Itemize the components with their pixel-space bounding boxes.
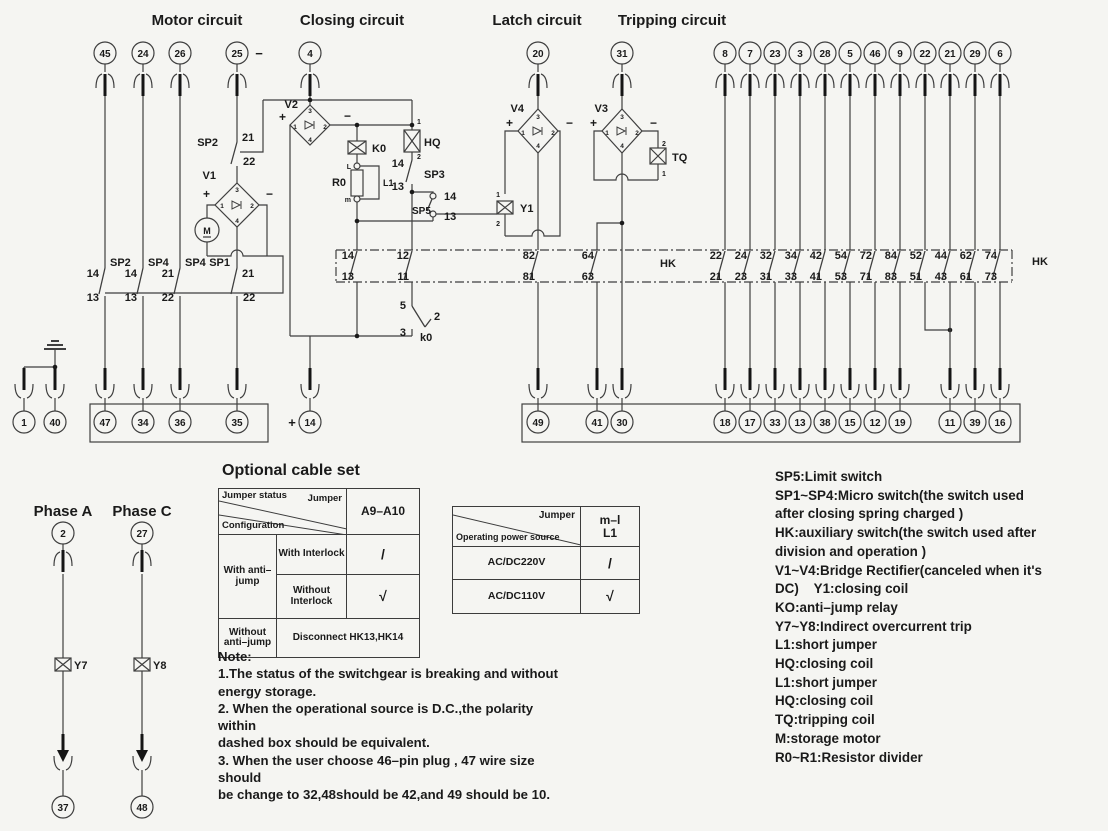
coil-tq: [650, 148, 666, 164]
hk-contact-number: 14: [341, 250, 354, 262]
phase-diagram: [0, 470, 215, 831]
terminal-m: [354, 196, 360, 202]
terminal-number-25: 25: [231, 49, 243, 60]
hk-contact-number: 41: [809, 271, 822, 283]
terminal-number-12: 12: [869, 418, 881, 429]
terminal-number-49: 49: [532, 418, 544, 429]
terminal-number-11: 11: [944, 418, 956, 429]
terminal-number-7: 7: [747, 49, 753, 60]
hk-contact-number: 71: [859, 271, 872, 283]
legend-line: R0~R1:Resistor divider: [775, 749, 923, 765]
circuit-title: Motor circuit: [151, 12, 243, 29]
phase-label: Phase C: [112, 503, 172, 520]
label: M: [203, 226, 211, 236]
label: V3: [594, 103, 608, 115]
legend-line: V1~V4:Bridge Rectifier(canceled when it's: [775, 562, 1042, 578]
connector-pin-icon: [849, 368, 852, 390]
terminal-number-34: 34: [137, 418, 149, 429]
notes-block: [218, 648, 563, 804]
junction-dots: [53, 98, 953, 370]
value-disconnect: Disconnect HK13,HK14: [292, 631, 404, 643]
connector-pin-icon: [974, 368, 977, 390]
legend-line: SP1~SP4:Micro switch(the switch used: [775, 487, 1024, 503]
hk-contact-number: 33: [784, 271, 797, 283]
label: +: [202, 187, 210, 201]
hk-contact-number: 44: [934, 250, 947, 262]
power-diagonal-header: [453, 507, 581, 547]
label: 13: [86, 292, 99, 304]
circuit-title: Closing circuit: [299, 12, 405, 29]
label: SP4: [185, 257, 206, 269]
terminal-number-36: 36: [174, 418, 186, 429]
label: 4: [235, 218, 239, 225]
hk-contact-number: 34: [784, 250, 797, 262]
value-ac-dc-110: √: [606, 588, 614, 605]
label: HQ: [424, 137, 441, 149]
label: 22: [161, 292, 174, 304]
legend-line: HQ:closing coil: [775, 656, 874, 672]
label: 21: [161, 268, 174, 280]
connector-pin-icon: [949, 74, 952, 96]
label: 14: [444, 191, 457, 203]
value-with-interlock: /: [347, 535, 419, 575]
connector-pin-icon: [142, 74, 145, 96]
cable-set-diagonal-header: [219, 489, 347, 535]
connector-pin-icon: [62, 550, 65, 572]
hk-contact-number: 83: [884, 271, 897, 283]
terminal-number-22: 22: [919, 49, 931, 60]
terminal-number-9: 9: [897, 49, 903, 60]
terminal-number-35: 35: [231, 418, 243, 429]
label: V4: [510, 103, 524, 115]
hk-contact-number: 13: [341, 271, 354, 283]
header-jumper2: Jumper: [538, 510, 575, 521]
terminal-number-40: 40: [49, 418, 61, 429]
connector-pin-icon: [899, 74, 902, 96]
hk-contact-number: 11: [397, 271, 409, 283]
label: HK: [660, 258, 676, 270]
label: 13: [124, 292, 137, 304]
label: 1: [496, 192, 500, 199]
label: 2: [551, 130, 555, 137]
connector-pin-icon: [874, 74, 877, 96]
connector-pin-icon: [141, 550, 144, 572]
label: 2: [417, 154, 421, 161]
terminal-number-48: 48: [136, 803, 148, 814]
optional-cable-set-title: Optional cable set: [222, 462, 360, 479]
sp5-terminal-top: [430, 193, 436, 199]
label: k0: [420, 332, 433, 344]
cable-set-table: [218, 488, 420, 658]
terminal-number-21: 21: [944, 49, 956, 60]
label: 5: [399, 300, 406, 312]
header-m-l-line1: m–l: [599, 512, 621, 527]
label: −: [266, 187, 274, 201]
label: SP2: [110, 257, 131, 269]
header-m-l: [581, 507, 639, 547]
terminal-number-6: 6: [997, 49, 1003, 60]
terminal-number-37: 37: [57, 803, 69, 814]
connector-pin-icon: [537, 74, 540, 96]
legend-block: [775, 468, 1105, 767]
connector-pin-icon: [537, 368, 540, 390]
terminal-number-3: 3: [797, 49, 803, 60]
row-with-interlock: With Interlock: [277, 535, 347, 575]
label: 4: [620, 143, 624, 150]
connector-pin-icon: [874, 368, 877, 390]
hk-contact-number: 22: [709, 250, 722, 262]
label: 14: [124, 268, 137, 280]
terminal-number-8: 8: [722, 49, 728, 60]
label: 14: [391, 158, 404, 170]
label: +: [278, 110, 286, 124]
value-without-interlock: √: [347, 575, 419, 619]
terminal-number-33: 33: [769, 418, 781, 429]
label: −: [255, 46, 263, 61]
note-line: 3. When the user choose 46–pin plug , 47 wire size should: [218, 752, 535, 786]
terminal-number-5: 5: [847, 49, 853, 60]
label: R0: [331, 177, 346, 189]
connector-pin-icon: [621, 368, 624, 390]
connector-pin-icon: [774, 368, 777, 390]
hk-contact-number: 54: [834, 250, 847, 262]
label: Y1: [520, 203, 534, 215]
header-configuration: Configuration: [222, 520, 285, 532]
legend-line: L1:short jumper: [775, 674, 877, 690]
label: 1: [662, 171, 666, 178]
hk-contact-number: 42: [809, 250, 822, 262]
hk-contact-number: 74: [984, 250, 997, 262]
connector-pin-icon: [774, 74, 777, 96]
coil-y1: [497, 201, 513, 214]
legend-line: M:storage motor: [775, 730, 881, 746]
terminal-number-46: 46: [869, 49, 881, 60]
label: SP4: [148, 257, 169, 269]
connector-pin-icon: [621, 74, 624, 96]
connector-pin-icon: [974, 74, 977, 96]
circuit-title: Latch circuit: [492, 12, 582, 29]
header-operating-power-source: Operating power source: [456, 532, 560, 543]
arrow-down-icon: [136, 750, 148, 762]
legend-line: division and operation ): [775, 543, 927, 559]
legend-line: HK:auxiliary switch(the switch used after: [775, 525, 1037, 541]
label: 2: [250, 203, 254, 210]
legend-line: HQ:closing coil: [775, 693, 874, 709]
hk-contact-number: 81: [522, 271, 535, 283]
notes-lines: [218, 665, 563, 803]
label: 22: [243, 156, 256, 168]
row-with-anti-jump: With anti–jump: [219, 535, 277, 619]
terminal-number-18: 18: [719, 418, 731, 429]
terminal-number-17: 17: [744, 418, 756, 429]
wire-paths: [24, 96, 950, 368]
coil-k0: [348, 141, 366, 154]
label: L: [346, 164, 351, 171]
hk-contact-number: 82: [522, 250, 535, 262]
terminal-l: [354, 163, 360, 169]
label: m: [344, 197, 351, 204]
terminal-number-4: 4: [307, 49, 313, 60]
label: 1: [417, 119, 421, 126]
legend-line: L1:short jumper: [775, 637, 877, 653]
row-without-anti-jump: Without anti–jump: [219, 619, 277, 657]
hk-contact-number: 52: [909, 250, 922, 262]
terminal-number-2: 2: [60, 529, 66, 540]
connector-pin-icon: [724, 74, 727, 96]
label: 21: [242, 132, 255, 144]
connector-pin-icon: [799, 368, 802, 390]
connector-pin-icon: [104, 74, 107, 96]
label: +: [589, 116, 597, 130]
header-l1-line2: L1: [602, 525, 617, 540]
coil-hq: [404, 130, 420, 152]
terminal-number-20: 20: [532, 49, 544, 60]
hk-contact-number: 32: [759, 250, 772, 262]
label: 1: [293, 124, 297, 131]
note-line: dashed box should be equivalent.: [218, 735, 430, 751]
connector-pin-icon: [23, 368, 26, 390]
hk-contact-number: 64: [581, 250, 594, 262]
connector-pin-icon: [62, 734, 65, 750]
connector-pin-icon: [824, 368, 827, 390]
coil-label-y7: Y7: [74, 660, 88, 672]
label: −: [566, 116, 574, 130]
terminal-number-23: 23: [769, 49, 781, 60]
connector-pin-icon: [999, 368, 1002, 390]
label: −: [344, 109, 352, 123]
legend-line: Y7~Y8:Indirect overcurrent trip: [775, 618, 972, 634]
connector-pin-icon: [179, 368, 182, 390]
label: 3: [399, 327, 406, 339]
label: 4: [308, 137, 312, 144]
label: 3: [308, 108, 312, 115]
connector-pin-icon: [849, 74, 852, 96]
label: −: [650, 116, 658, 130]
terminal-number-28: 28: [819, 49, 831, 60]
label: 2: [434, 311, 441, 323]
label: +: [288, 415, 296, 430]
hk-contact-number: 23: [734, 271, 747, 283]
generated-diagram-content: [13, 12, 1048, 433]
connector-pin-icon: [999, 74, 1002, 96]
connector-pin-icon: [949, 368, 952, 390]
label: SP2: [197, 137, 218, 149]
terminal-number-47: 47: [99, 418, 111, 429]
label: SP5: [412, 206, 431, 217]
row-without-interlock: Without Interlock: [277, 575, 347, 619]
header-jumper-status: Jumper status: [222, 490, 287, 501]
hk-contact-number: 62: [959, 250, 972, 262]
terminal-number-45: 45: [99, 49, 111, 60]
hk-contact-number: 53: [834, 271, 847, 283]
label: 14: [86, 268, 99, 280]
label: 13: [444, 211, 457, 223]
label: 2: [323, 124, 327, 131]
hk-contact-number: 24: [734, 250, 747, 262]
connector-pin-icon: [309, 74, 312, 96]
label: SP3: [424, 169, 445, 181]
label: TQ: [672, 152, 688, 164]
label: 3: [235, 187, 239, 194]
hk-contact-number: 73: [984, 271, 997, 283]
label: 2: [662, 141, 666, 148]
hk-contact-number: 51: [909, 271, 922, 283]
terminal-number-30: 30: [616, 418, 628, 429]
header-jumper: Jumper: [307, 493, 342, 504]
resistor-r0: [351, 170, 363, 196]
connector-pin-icon: [749, 368, 752, 390]
connector-pin-icon: [141, 734, 144, 750]
terminal-number-19: 19: [894, 418, 906, 429]
connector-pin-icon: [924, 74, 927, 96]
terminal-number-16: 16: [994, 418, 1006, 429]
coil-label-y8: Y8: [153, 660, 167, 672]
label: 13: [391, 181, 404, 193]
label: SP1: [209, 257, 230, 269]
connector-pin-icon: [899, 368, 902, 390]
terminal-number-24: 24: [137, 49, 149, 60]
label: 2: [496, 221, 500, 228]
terminal-number-27: 27: [136, 529, 148, 540]
connector-pin-icon: [749, 74, 752, 96]
label: 3: [536, 114, 540, 121]
note-line: be change to 32,48should be 42,and 49 should be 10.: [218, 787, 550, 803]
hk-contact-number: 21: [709, 271, 722, 283]
legend-line: KO:anti–jump relay: [775, 599, 898, 615]
connector-pin-icon: [179, 74, 182, 96]
terminal-number-38: 38: [819, 418, 831, 429]
connector-pin-icon: [824, 74, 827, 96]
label: 22: [243, 292, 256, 304]
header-a9-a10: A9–A10: [347, 489, 419, 535]
hk-contact-number: 12: [396, 250, 409, 262]
hk-contact-number: 61: [959, 271, 972, 283]
connector-pin-icon: [596, 368, 599, 390]
label: 2: [635, 130, 639, 137]
connector-pin-icon: [309, 368, 312, 390]
connector-pin-icon: [236, 368, 239, 390]
note-line: 1.The status of the switchgear is breaking and without: [218, 666, 558, 682]
terminal-number-13: 13: [794, 418, 806, 429]
note-line: energy storage.: [218, 683, 317, 699]
label: 21: [242, 268, 255, 280]
hk-contact-number: 31: [759, 271, 772, 283]
terminal-number-1: 1: [21, 418, 27, 429]
hk-contact-number: 72: [859, 250, 872, 262]
label: 1: [521, 130, 525, 137]
label: V1: [202, 170, 216, 182]
connector-pin-icon: [236, 74, 239, 96]
terminal-number-41: 41: [591, 418, 603, 429]
terminal-number-15: 15: [844, 418, 856, 429]
label: V2: [284, 99, 298, 111]
legend-line: DC) Y1:closing coil: [775, 581, 909, 597]
ground-icon: [44, 341, 66, 349]
row-ac-dc-220: AC/DC220V: [453, 547, 581, 580]
terminal-number-14: 14: [304, 418, 316, 429]
coil-x: [55, 658, 71, 671]
label: K0: [372, 143, 387, 155]
phase-label: Phase A: [33, 503, 93, 520]
connector-pin-icon: [724, 368, 727, 390]
connector-pin-icon: [54, 368, 57, 390]
hk-contact-number: 63: [581, 271, 594, 283]
label: L1: [383, 178, 394, 188]
label: HK: [1032, 256, 1048, 268]
notes-title: Note:: [218, 649, 252, 664]
circuit-title: Tripping circuit: [617, 12, 727, 29]
legend-line: TQ:tripping coil: [775, 712, 875, 728]
connector-pin-icon: [104, 368, 107, 390]
label: 3: [620, 114, 624, 121]
label: 1: [605, 130, 609, 137]
note-line: 2. When the operational source is D.C.,the polarity within: [218, 700, 534, 734]
label: 1: [220, 203, 224, 210]
switch-blades: [99, 142, 432, 327]
power-source-table: [452, 506, 640, 614]
label: +: [505, 116, 513, 130]
terminal-number-39: 39: [969, 418, 981, 429]
terminal-number-31: 31: [616, 49, 628, 60]
row-ac-dc-110: AC/DC110V: [453, 580, 581, 613]
legend-line: after closing spring charged ): [775, 506, 964, 522]
legend-line: SP5:Limit switch: [775, 469, 883, 484]
hk-contact-number: 84: [884, 250, 897, 262]
terminal-number-26: 26: [174, 49, 186, 60]
connector-pin-icon: [799, 74, 802, 96]
connector-pin-icon: [142, 368, 145, 390]
generated-phase-content: [34, 503, 172, 818]
label: 4: [536, 143, 540, 150]
value-ac-dc-220: /: [581, 547, 639, 580]
arrow-down-icon: [57, 750, 69, 762]
hk-contact-number: 43: [934, 271, 947, 283]
terminal-number-29: 29: [969, 49, 981, 60]
coil-x: [134, 658, 150, 671]
